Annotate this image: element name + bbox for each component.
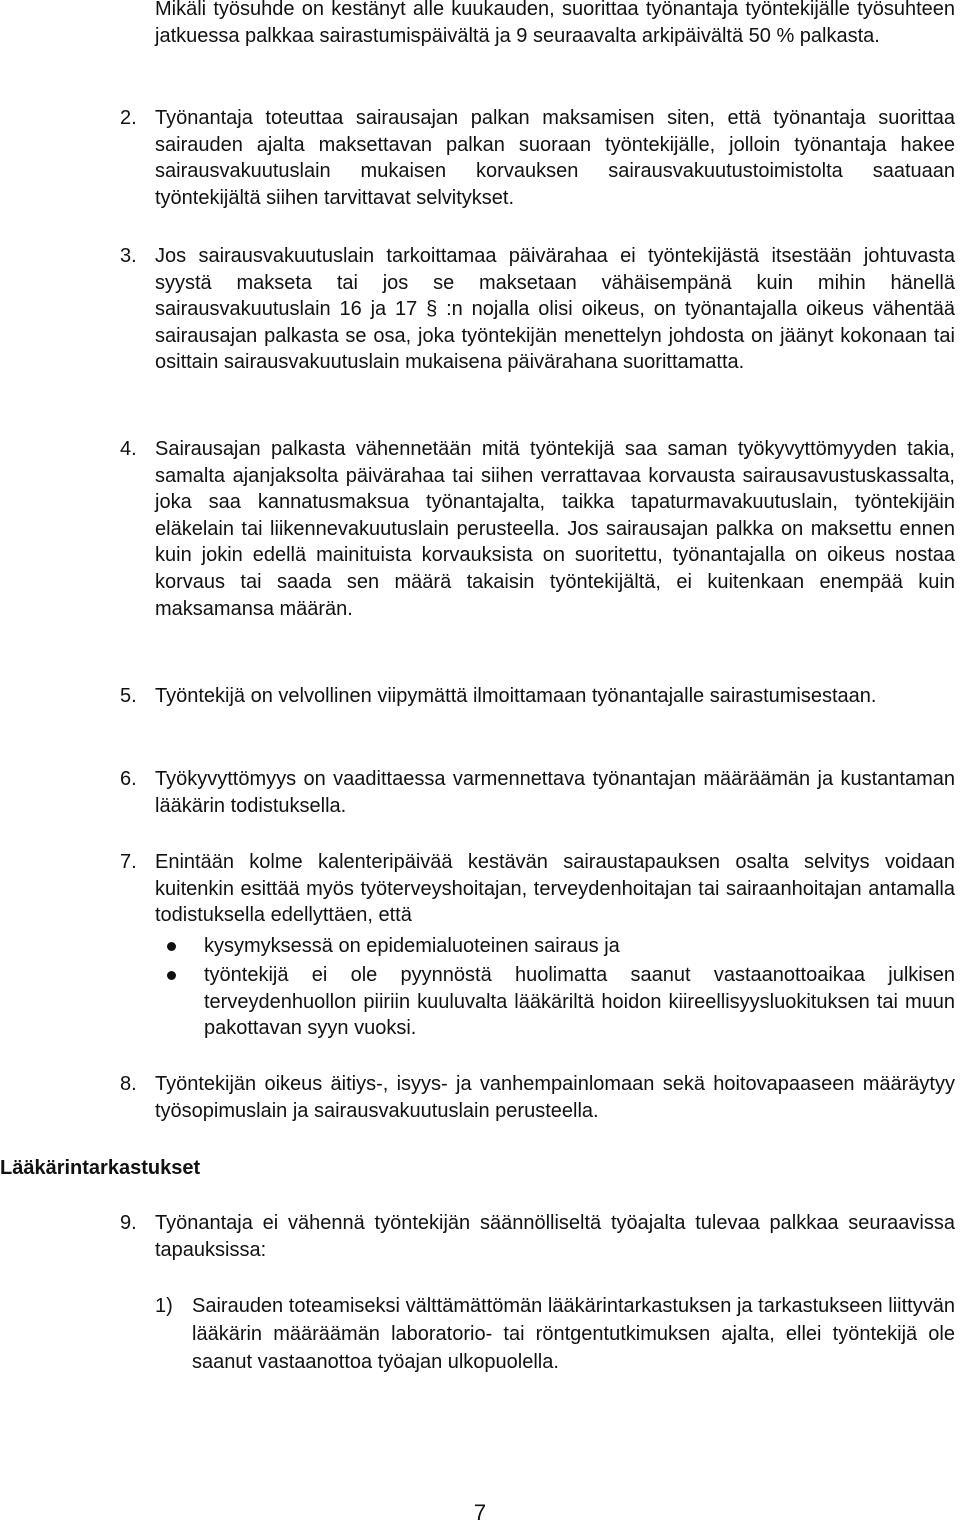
intro-paragraph: Mikäli työsuhde on kestänyt alle kuukauden, suorittaa työnantaja työntekijälle työsuhteen jatkuessa palkkaa sairastumispäivältä ja 9 seuraavalta arkipäivältä 50 % palkasta.: [155, 0, 955, 47]
item-number: 4.: [120, 438, 137, 460]
item-text: Työntekijä on velvollinen viipymättä ilmoittamaan työnantajalle sairastumisestaan.: [155, 685, 877, 707]
item-text: Työkyvyttömyys on vaadittaessa varmennettava työnantajan määräämän ja kustantaman lääkärin todistuksella.: [155, 768, 955, 817]
page-number: 7: [473, 1500, 487, 1525]
bullet-icon: [167, 942, 176, 951]
item-number: 6.: [120, 768, 137, 790]
item-text: Sairausajan palkasta vähennetään mitä työntekijä saa saman työkyvyttömyyden takia, samalta ajanjaksolta päivärahaa tai siihen verrattavaa korvausta sairausavustuskassalta, joka saa kannatusmaksua työnantajalta, taikka tapaturmavakuutuslain, työntekijäin eläkelain tai liikennevakuutuslain perusteella. Jos sairausajan palkka on maksettu ennen kuin jokin edellä mainituista korvauksista on suoritettu, työnantajalla on oikeus nostaa korvaus tai saada sen määrä takaisin työntekijältä, ei kuitenkaan enempää kuin maksamansa määrän.: [155, 438, 955, 620]
item-number: 2.: [120, 107, 137, 129]
item-text: Työnantaja ei vähennä työntekijän säännölliseltä työajalta tulevaa palkkaa seuraavissa tapauksissa:: [155, 1212, 955, 1261]
item-text: Työntekijän oikeus äitiys-, isyys- ja vanhempainlomaan sekä hoitovapaaseen määräytyy työsopimuslain ja sairausvakuutuslain perusteella.: [155, 1073, 955, 1122]
item-number: 7.: [120, 851, 137, 873]
item-text: Enintään kolme kalenteripäivää kestävän sairaustapauksen osalta selvitys voidaan kuitenkin esittää myös työterveyshoitajan, terveydenhoitajan tai sairaanhoitajan antamalla todistuksella edellyttäen, että: [155, 851, 955, 927]
item-text: Työnantaja toteuttaa sairausajan palkan maksamisen siten, että työnantaja suorittaa sairauden ajalta maksettavan palkan suoraan työntekijälle, jolloin työnantaja hakee sairausvakuutuslain mukaisen korvauksen sairausvakuutustoimistolta saatuaan työntekijältä siihen tarvittavat selvitykset.: [155, 107, 955, 209]
bullet-text: kysymyksessä on epidemialuoteinen sairaus ja: [204, 935, 620, 957]
item-text: Jos sairausvakuutuslain tarkoittamaa päivärahaa ei työntekijästä itsestään johtuvasta syystä makseta tai jos se maksetaan vähäisempänä kuin mihin hänellä sairausvakuutuslain 16 ja 17 § :n nojalla olisi oikeus, on työnantajalla oikeus vähentää sairausajan palkasta se osa, joka työntekijän menettelyn johdosta on jäänyt kokonaan tai osittain sairausvakuutuslain mukaisena päivärahana suorittamatta.: [155, 245, 955, 374]
bullet-icon: [167, 971, 176, 980]
subitem-text: Sairauden toteamiseksi välttämättömän lääkärintarkastuksen ja tarkastukseen liittyvän lääkärin määräämän laboratorio- tai röntgentutkimuksen ajalta, ellei työntekijä ole saanut vastaanottoa työajan ulkopuolella.: [192, 1295, 955, 1373]
item-number: 8.: [120, 1073, 137, 1095]
subitem-number: 1): [155, 1295, 173, 1317]
item-number: 5.: [120, 685, 137, 707]
item-number: 3.: [120, 245, 137, 267]
bullet-text: työntekijä ei ole pyynnöstä huolimatta saanut vastaanottoaikaa julkisen terveydenhuollon piiriin kuuluvalta lääkäriltä hoidon kiireellisyysluokituksen tai muun pakottavan syyn vuoksi.: [204, 964, 955, 1040]
section-heading: Lääkärintarkastukset: [0, 1157, 201, 1179]
item-number: 9.: [120, 1212, 137, 1234]
